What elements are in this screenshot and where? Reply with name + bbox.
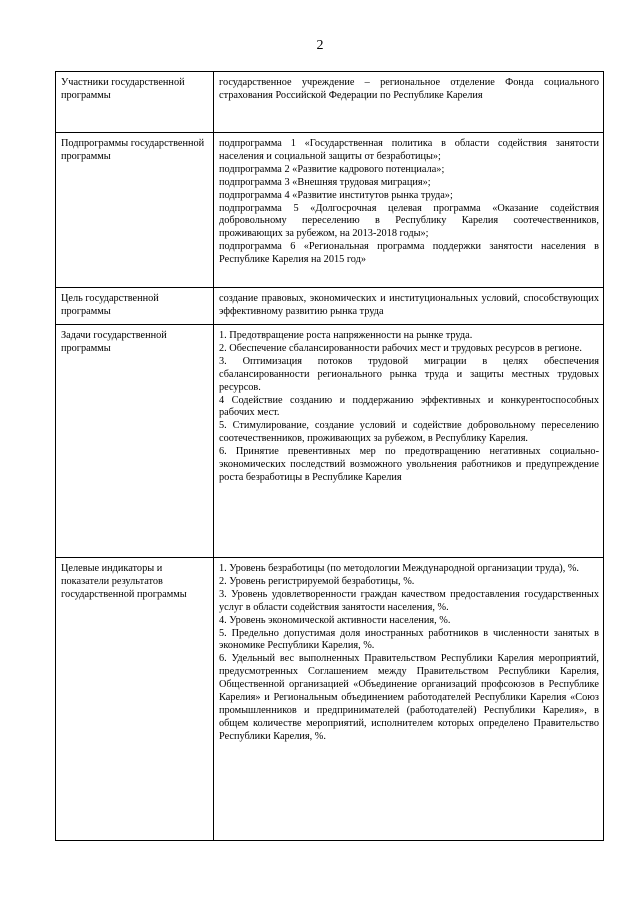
table-row-subprograms	[56, 133, 604, 288]
row-value	[214, 133, 604, 288]
page-number: 2	[316, 38, 324, 53]
indicator-line: 3. Уровень удовлетворенности граждан качеством предоставления государственных услуг в области содействия занятости населения, %.	[219, 588, 599, 613]
row-label: Подпрограммы государственной программы	[56, 133, 214, 288]
indicator-line: 2. Уровень регистрируемой безработицы, %.	[219, 575, 415, 587]
indicator-line: 4. Уровень экономической активности населения, %.	[219, 614, 451, 626]
indicator-line: 5. Предельно допустимая доля иностранных работников в численности занятых в экономике Республики Карелия, %.	[219, 627, 599, 652]
program-passport-table	[55, 71, 604, 841]
value-line: государственное учреждение – региональное отделение Фонда социального страхования Российской Федерации по Республике Карелия	[219, 77, 599, 101]
subprogram-line: подпрограмма 1 «Государственная политика в области содействия занятости населения и социальной защиты от безработицы»;	[219, 138, 599, 162]
row-value	[214, 325, 604, 558]
subprogram-line: подпрограмма 5 «Долгосрочная целевая программа «Оказание содействия добровольному переселению в Республику Карелия соотечественников, проживающих за рубежом, на 2013-2018 годы»;	[219, 202, 599, 240]
row-label: Задачи государственной программы	[56, 325, 214, 558]
task-line: 1. Предотвращение роста напряженности на рынке труда.	[219, 330, 473, 341]
subprogram-line: подпрограмма 3 «Внешняя трудовая миграция»;	[219, 176, 431, 188]
task-line: 5. Стимулирование, создание условий и содействие добровольному переселению соотечественников, проживающих за рубежом, в Республику Карелия.	[219, 420, 599, 445]
row-label: Участники государственной программы	[56, 72, 214, 133]
row-value	[214, 72, 604, 133]
table-row-tasks	[56, 325, 604, 558]
indicator-line: 1. Уровень безработицы (по методологии Международной организации труда), %.	[219, 563, 579, 574]
task-line: 6. Принятие превентивных мер по предотвращению негативных социально-экономических последствий возможного увольнения работников и предупреждение роста безработицы в Республике Карелия	[219, 446, 599, 483]
table-row-indicators	[56, 558, 604, 841]
row-value	[214, 558, 604, 841]
row-label: Целевые индикаторы и показатели результатов государственной программы	[56, 558, 214, 841]
task-line: 2. Обеспечение сбалансированности рабочих мест и трудовых ресурсов в регионе.	[219, 342, 582, 354]
subprogram-line: подпрограмма 2 «Развитие кадрового потенциала»;	[219, 163, 445, 175]
row-label: Цель государственной программы	[56, 288, 214, 325]
task-line: 3. Оптимизация потоков трудовой миграции в целях обеспечения сбалансированности регионального рынка труда и защиты местных трудовых ресурсов.	[219, 355, 599, 393]
subprogram-line: подпрограмма 6 «Региональная программа поддержки занятости населения в Республике Карелия на 2015 год»	[219, 241, 599, 266]
task-line: 4 Содействие созданию и поддержанию эффективных и конкурентоспособных рабочих мест.	[219, 394, 599, 419]
table-row-goal	[56, 288, 604, 325]
subprogram-line: подпрограмма 4 «Развитие институтов рынка труда»;	[219, 189, 453, 201]
indicator-line: 6. Удельный вес выполненных Правительством Республики Карелия мероприятий, предусмотренных Соглашением между Правительством Республики Карелия, Общественной организацией «Объединение организаций профсоюзов в Республике Карелия» и Региональным объединением работодателей Республики Карелия «Союз промышленников и предпринимателей (работодателей) Республики Карелия», в общем количестве мероприятий, исполнителем которых определено Правительство Республики Карелия, %.	[219, 653, 599, 742]
table-row-participants	[56, 72, 604, 133]
row-value	[214, 288, 604, 325]
value-line: создание правовых, экономических и институциональных условий, способствующих эффективному развитию рынка труда	[219, 293, 599, 317]
